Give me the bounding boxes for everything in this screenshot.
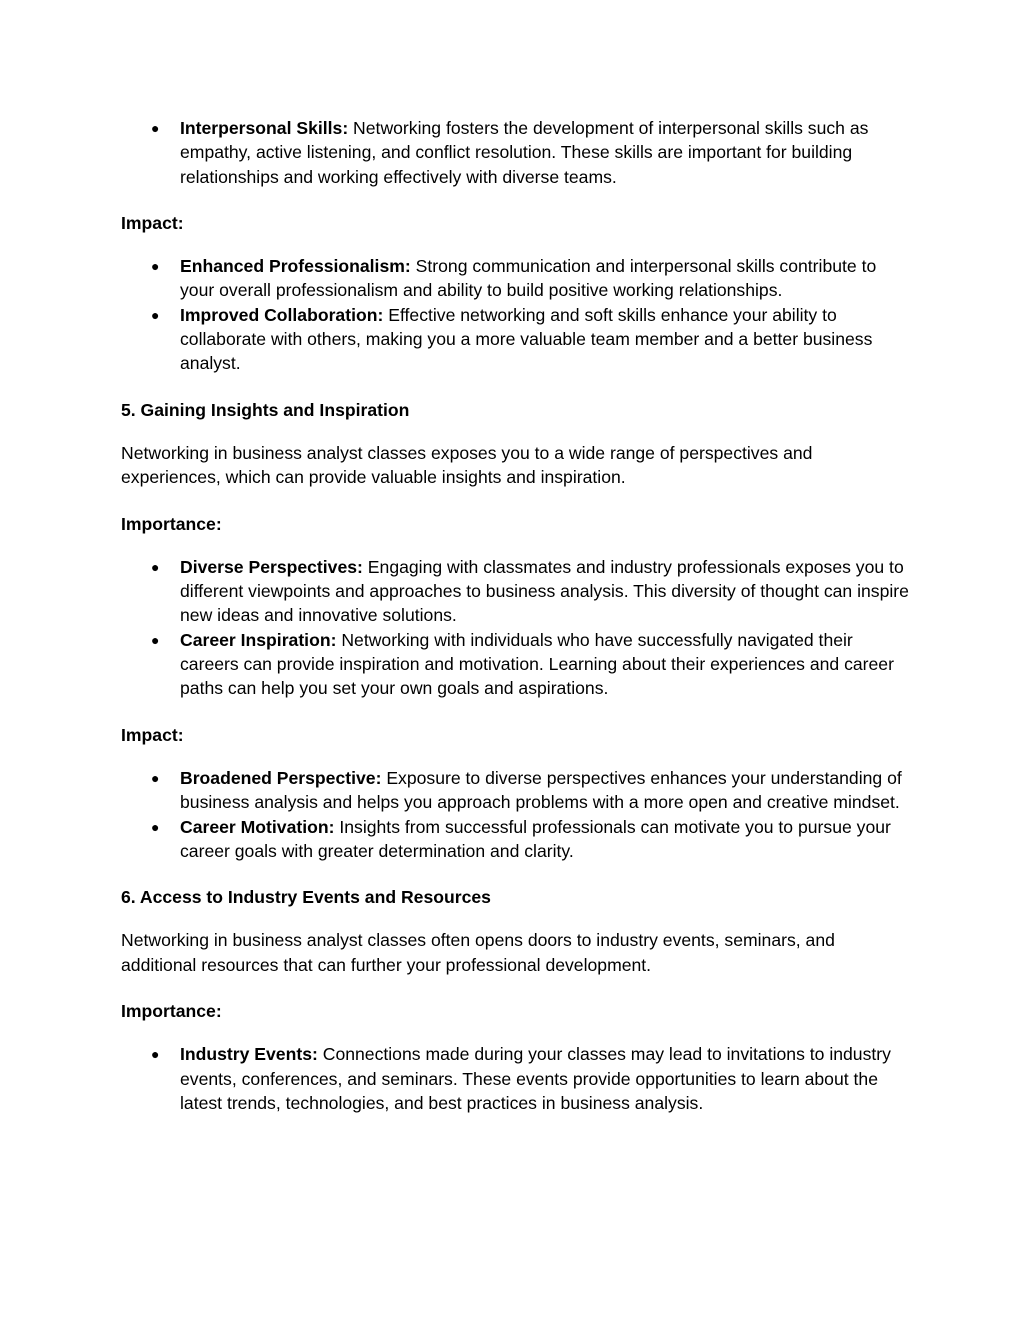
list-item-career-motivation [121,815,911,864]
bullet-icon: ● [151,558,160,575]
section-5-importance-heading: Importance: [121,513,222,534]
bullet-icon: ● [151,120,160,136]
bullet-icon: ● [151,769,160,786]
interpersonal-list [121,116,911,189]
section-5-paragraph: Networking in business analyst classes exposes you to a wide range of perspectives and experiences, which can provide valuable insights and inspiration. [121,442,813,488]
impact-list [121,254,911,375]
list-item-industry-events [121,1042,911,1115]
list-item-term: Career Inspiration: [180,629,337,650]
section-6-importance-heading: Importance: [121,1001,222,1022]
list-item-text: Exposure to diverse perspectives enhances your understanding of business analysis and helps you approach problems with a more open and creative mindset. [180,767,902,813]
list-item-text: Networking fosters the development of interpersonal skills such as empathy, active listening, and conflict resolution. These skills are important for building relationships and working effectively with diverse teams. [180,118,869,187]
list-item-interpersonal-skills [121,116,911,189]
section-5-importance-list [121,555,911,701]
list-item-enhanced-professionalism [121,254,911,303]
list-item-improved-collaboration [121,303,911,376]
list-item-career-inspiration [121,628,911,701]
list-item-text: Connections made during your classes may lead to invitations to industry events, conferences, and seminars. These events provide opportunities to learn about the latest trends, technologies, and best practices in business analysis. [180,1044,891,1113]
section-5-heading: 5. Gaining Insights and Inspiration [121,399,410,420]
list-item-term: Improved Collaboration: [180,304,384,325]
list-item-text: Strong communication and interpersonal skills contribute to your overall professionalism and ability to build positive working relationships. [180,256,877,301]
list-item-text: Engaging with classmates and industry professionals exposes you to different viewpoints and approaches to business analysis. This diversity of thought can inspire new ideas and innovative solutions. [180,556,909,626]
section-5-impact-heading: Impact: [121,724,184,745]
list-item-term: Diverse Perspectives: [180,556,363,577]
list-item-term: Enhanced Professionalism: [180,256,411,277]
list-item-broadened-perspective [121,766,911,815]
document-page [121,116,911,1115]
list-item-text: Insights from successful professionals can motivate you to pursue your career goals with greater determination and clarity. [180,816,891,861]
list-item-text: Networking with individuals who have successfully navigated their careers can provide inspiration and motivation. Learning about their experiences and career paths can help you set your own goals and aspirations. [180,629,894,699]
list-item-term: Career Motivation: [180,816,335,837]
bullet-icon: ● [151,818,160,835]
section-5-impact-list [121,766,911,863]
bullet-icon: ● [151,306,160,323]
list-item-term: Industry Events: [180,1044,318,1065]
section-6-importance-list [121,1042,911,1115]
section-6-heading: 6. Access to Industry Events and Resources [121,887,491,908]
section-6-paragraph: Networking in business analyst classes often opens doors to industry events, seminars, and additional resources that can further your professional development. [121,930,835,975]
list-item-term: Interpersonal Skills: [180,118,349,138]
bullet-icon: ● [151,1046,160,1063]
bullet-icon: ● [151,631,160,648]
list-item-text: Effective networking and soft skills enhance your ability to collaborate with others, making you a more valuable team member and a better business analyst. [180,304,873,374]
list-item-diverse-perspectives [121,555,911,628]
impact-heading: Impact: [121,212,184,233]
bullet-icon: ● [151,258,160,275]
list-item-term: Broadened Perspective: [180,767,382,788]
